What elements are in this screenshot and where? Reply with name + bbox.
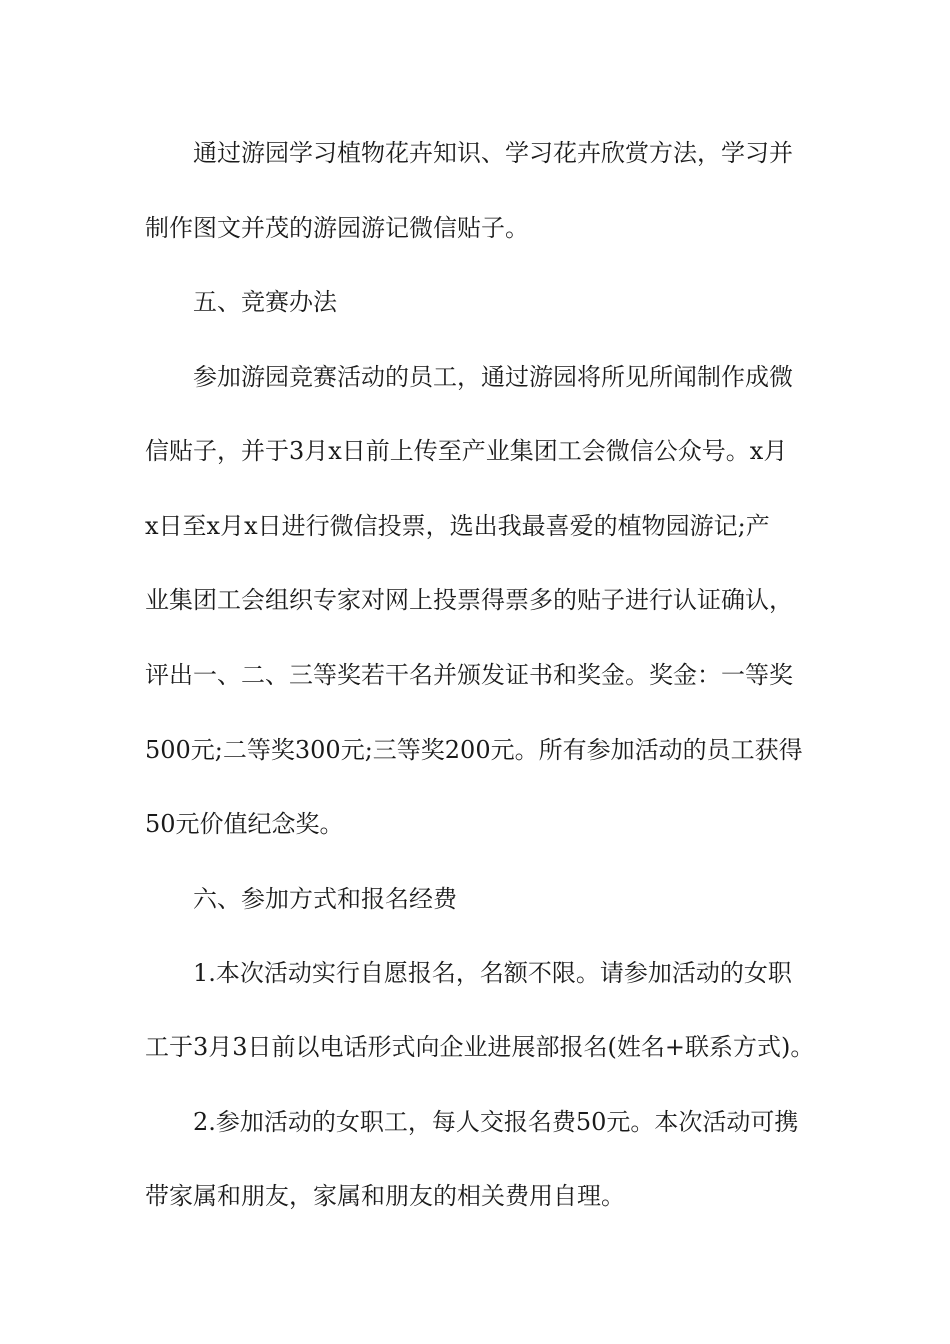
paragraph-line: 通过游园学习植物花卉知识、学习花卉欣赏方法，学习并	[193, 139, 793, 167]
paragraph-line: 制作图文并茂的游园游记微信贴子。	[145, 214, 529, 242]
section-heading: 五、竞赛办法	[193, 288, 337, 316]
paragraph-line: 1.本次活动实行自愿报名，名额不限。请参加活动的女职	[193, 959, 792, 987]
paragraph-line: 参加游园竞赛活动的员工，通过游园将所见所闻制作成微	[193, 363, 793, 391]
paragraph-line: 工于3月3日前以电话形式向企业进展部报名(姓名+联系方式)。	[145, 1033, 815, 1061]
section-heading: 六、参加方式和报名经费	[193, 885, 457, 913]
paragraph-line: 评出一、二、三等奖若干名并颁发证书和奖金。奖金：一等奖	[145, 661, 793, 689]
paragraph-line: 500元;二等奖300元;三等奖200元。所有参加活动的员工获得	[145, 736, 803, 764]
paragraph-line: 业集团工会组织专家对网上投票得票多的贴子进行认证确认，	[145, 586, 793, 614]
paragraph-line: 信贴子，并于3月x日前上传至产业集团工会微信公众号。x月	[145, 437, 788, 465]
paragraph-line: 2.参加活动的女职工，每人交报名费50元。本次活动可携	[193, 1108, 799, 1136]
paragraph-line: x日至x月x日进行微信投票，选出我最喜爱的植物园游记;产	[145, 512, 770, 540]
paragraph-line: 50元价值纪念奖。	[145, 810, 344, 838]
paragraph-line: 带家属和朋友，家属和朋友的相关费用自理。	[145, 1182, 625, 1210]
